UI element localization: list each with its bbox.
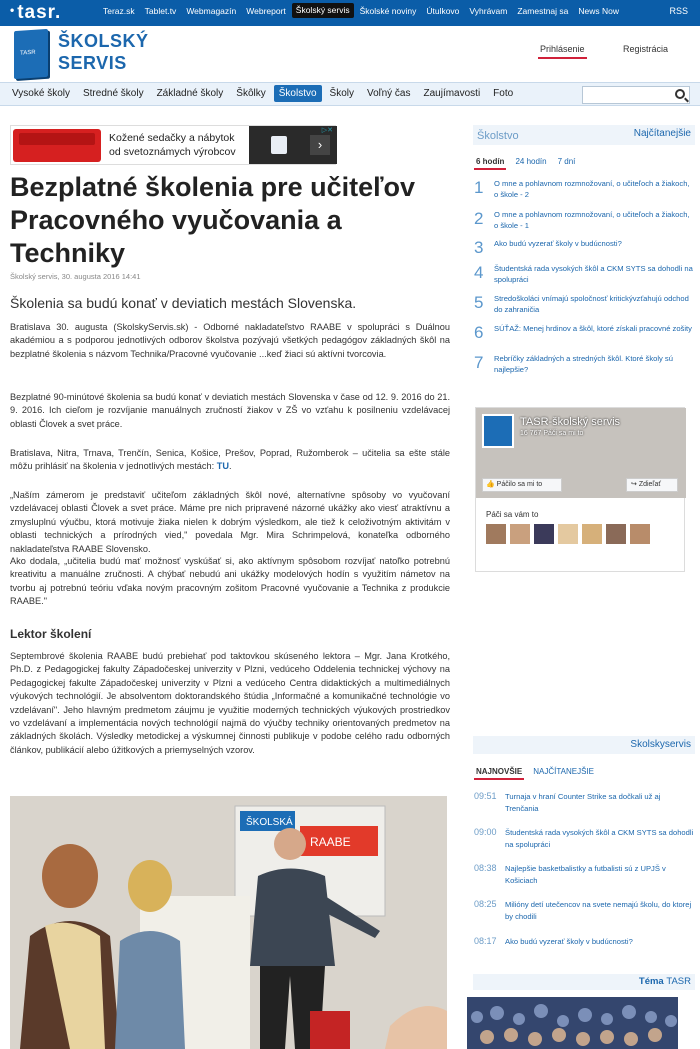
nav-item-volny-cas[interactable]: Voľný čas	[366, 88, 411, 99]
sidebar-section-title[interactable]: Školstvo	[477, 130, 519, 142]
network-link-webmagazin[interactable]: Webmagazín	[186, 6, 237, 16]
facebook-fans-count: 16 767 Páči sa mi to	[520, 430, 584, 437]
tab-najnovsie[interactable]: NAJNOVŠIE	[476, 767, 523, 776]
tema-image[interactable]	[467, 997, 678, 1049]
book-icon: TASR	[14, 29, 48, 79]
most-read-tabs	[476, 157, 586, 166]
tema-header	[473, 974, 695, 990]
ad-close-icon[interactable]: ▷✕	[321, 127, 333, 134]
top-bar	[0, 0, 700, 26]
ad-next-button[interactable]: ›	[310, 135, 330, 155]
ad-video[interactable]	[249, 126, 337, 164]
tab-najcitanejsie[interactable]: NAJČÍTANEJŠIE	[533, 767, 594, 776]
network-link-teraz[interactable]: Teraz.sk	[103, 6, 135, 16]
article-title: Bezplatné školenia pre učiteľov Pracovného vyučovania a Techniky	[10, 172, 416, 268]
main-nav	[0, 82, 700, 106]
facebook-friend-avatars	[486, 524, 654, 544]
login-link[interactable]: Prihlásenie	[540, 44, 585, 54]
network-link-utulkovo[interactable]: Útulkovo	[426, 6, 460, 16]
article-paragraph: Ako dodala, „učitelia budú mať možnosť vyskúšať si, ako aktívnym spôsobom rozvíjať natoľko potrebnú kreativitu a manuálne zručnosti. A chýbať nebudú ani ukážky modelových hodín s využitím námetov na tvorbu aj potrebnú teóriu vďaka novým pracovným zošitom Pracovné vyučovanie a Technika z produkcie RAABE."	[10, 556, 450, 607]
tab-24-hodin[interactable]: 24 hodín	[515, 157, 547, 166]
network-link-news-now[interactable]: News Now	[578, 6, 620, 16]
search-icon[interactable]	[675, 89, 685, 99]
nav-item-zaujimavosti[interactable]: Zaujímavosti	[423, 88, 481, 99]
brand-line-1: ŠKOLSKÝ	[58, 31, 149, 51]
ad-banner[interactable]	[10, 125, 336, 165]
tab-7-dni[interactable]: 7 dní	[557, 157, 576, 166]
nav-item-vysoke-skoly[interactable]: Vysoké školy	[12, 88, 70, 99]
avatar[interactable]	[630, 524, 650, 544]
avatar[interactable]	[558, 524, 578, 544]
article-photo[interactable]	[10, 796, 447, 1049]
photo-banner-text: RAABE	[310, 835, 351, 849]
skolskyservis-header	[473, 736, 695, 754]
sofa-image	[13, 129, 101, 162]
facebook-widget	[475, 407, 685, 572]
crowd-photo	[467, 997, 678, 1049]
sidebar-most-read-title: Najčítanejšie	[633, 128, 691, 139]
avatar[interactable]	[606, 524, 626, 544]
nav-item-skoly[interactable]: Školy	[329, 88, 354, 99]
section-heading: Lektor školení	[10, 627, 92, 641]
sidebar-header	[473, 125, 695, 145]
network-link-webreport[interactable]: Webreport	[246, 6, 286, 16]
network-link-skolsky-servis[interactable]: Školský servis	[292, 3, 354, 18]
nav-item-skolstvo[interactable]: Školstvo	[274, 85, 322, 102]
avatar[interactable]	[534, 524, 554, 544]
network-link-vyhravam[interactable]: Vyhrávam	[469, 6, 508, 16]
facebook-friends-label: Páči sa vám to	[486, 510, 539, 519]
article-paragraph: Bratislava, Nitra, Trnava, Trenčín, Senica, Košice, Prešov, Poprad, Ružomberok – učitelia sa ešte stále môžu prihlásiť na školenia v jednotlivých mestách: TU.	[10, 448, 450, 472]
network-link-skolske-noviny[interactable]: Školské noviny	[359, 6, 417, 16]
article-lead: Školenia sa budú konať v deviatich mestách Slovenska.	[10, 295, 357, 311]
facebook-cover	[476, 408, 686, 498]
tasr-logo[interactable]: • tasr.	[10, 2, 62, 23]
photo-sign-text: ŠKOLSKÁ	[246, 817, 293, 828]
avatar[interactable]	[582, 524, 602, 544]
facebook-page-avatar[interactable]	[482, 414, 514, 448]
network-link-tablet[interactable]: Tablet.tv	[144, 6, 177, 16]
ad-badge-icon	[271, 136, 287, 154]
tema-title: Téma TASR	[638, 976, 691, 987]
facebook-page-name[interactable]: TASR-školský servis	[520, 416, 621, 428]
article-paragraph: Bratislava 30. augusta (SkolskyServis.sk) - Odborné nakladateľstvo RAABE v spolupráci s Duálnou akadémiou a s podporou jednotlivých odborov školstva pozývajú všetkých pedagógov základných škôl na bezplatné školenia s názvom Technika/Pracovné vyučovanie ...keď žiaci sú aktívni tvorcovia.	[10, 322, 450, 359]
training-photo	[10, 796, 447, 1049]
rss-link[interactable]: RSS	[669, 6, 688, 16]
network-links	[103, 5, 629, 18]
network-link-zamestnaj[interactable]: Zamestnaj sa	[517, 6, 569, 16]
news-tabs	[476, 767, 605, 776]
avatar[interactable]	[510, 524, 530, 544]
article-paragraph: „Naším zámerom je predstaviť učiteľom základných škôl nové, alternatívne spôsoby vo vyučovaní vzdelávacej oblasti Človek a svet práce. Máme pre nich pripravené názorné ukážky ako viesť atraktívnu a zmysluplnú výučbu, ktorá motivuje žiaka nielen k dobrým výsledkom, ale tiež k celoživotným aktivitám v oblasti technických a prírodných vied," povedala Mgr. Mira Schrimpelová, konateľka odborného nakladateľstva RAABE Slovensko.	[10, 490, 450, 554]
skolskyservis-title: Skolskyservis	[630, 739, 691, 750]
nav-item-skolky[interactable]: Škôlky	[236, 88, 266, 99]
facebook-like-button[interactable]: 👍 Páčilo sa mi to	[482, 478, 562, 492]
ad-text: Kožené sedačky a nábytok od svetoznámych výrobcov	[109, 132, 236, 158]
site-header	[0, 26, 700, 82]
register-link[interactable]: Registrácia	[623, 44, 669, 54]
search-input[interactable]	[582, 86, 690, 104]
registration-link[interactable]: TU	[216, 461, 229, 472]
article-meta: Školský servis, 30. augusta 2016 14:41	[10, 272, 141, 281]
avatar[interactable]	[486, 524, 506, 544]
skolsky-servis-logo[interactable]	[14, 28, 154, 80]
brand-line-2: SERVIS	[58, 53, 127, 73]
facebook-share-button[interactable]: ↪ Zdieľať	[626, 478, 678, 492]
nav-item-zakladne-skoly[interactable]: Základné školy	[156, 88, 224, 99]
tab-6-hodin[interactable]: 6 hodín	[476, 157, 505, 166]
article-paragraph: Septembrové školenia RAABE budú prebiehať pod taktovkou skúseného lektora – Mgr. Jana Krotkého, Ph.D. z Pedagogickej fakulty Západočeskej univerzity v Plzni, vedúceho Oddelenia technickej výchovy na Pedagogickej fakulte Západočeskej univerzity v Plzni a vedúceho Centra didaktických a multimediálnych výukových technológií. Je absolventom doktorandského štúdia „Informačné a komunikačné technológie vo vzdelávaní". Jeho hlavným predmetom záujmu je využitie moderných technických výukových prostriedkov vo vzdelávaní a implementácia nových technológií najmä do výučby techniky orientovaných predmetov na základných školách. Výsledky metodickej a výskumnej činnosti publikuje v podobe celého radu odborných článkov, publikácií alebo úžitkových a priemyselných vzorov.	[10, 651, 450, 755]
nav-item-foto[interactable]: Foto	[493, 88, 514, 99]
nav-item-stredne-skoly[interactable]: Stredné školy	[82, 88, 144, 99]
article-paragraph: Bezplatné 90-minútové školenia sa budú konať v deviatich mestách Slovenska v čase od 12. 9. 2016 do 21. 9. 2016. Ich cieľom je rozvíjanie manuálnych zručností žiakov v ZŠ vo vzťahu k posilneniu vzdelávacej oblasti Človek a svet práce.	[10, 392, 450, 429]
